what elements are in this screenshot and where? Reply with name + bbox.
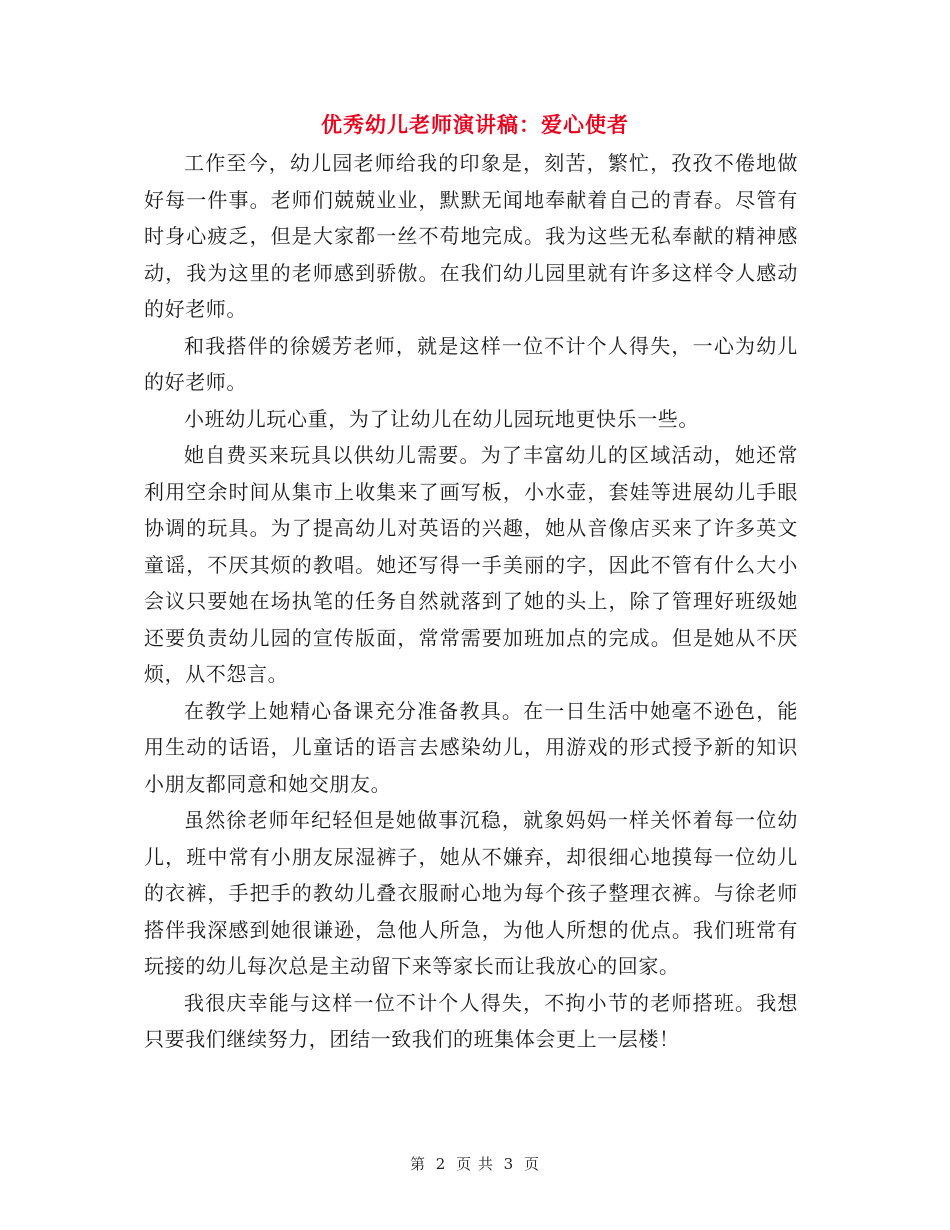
footer-prefix: 第 xyxy=(409,1155,426,1173)
document-body xyxy=(144,145,798,1058)
footer-total-pages: 3 xyxy=(503,1155,515,1173)
paragraph-4: 她自费买来玩具以供幼儿需要。为了丰富幼儿的区域活动，她还常利用空余时间从集市上收集来了画写板，小水壶，套娃等进展幼儿手眼协调的玩具。为了提高幼儿对英语的兴趣，她从音像店买来了许多英文童谣，不厌其烦的教唱。她还写得一手美丽的字，因此不管有什么大小会议只要她在场执笔的任务自然就落到了她的头上，除了管理好班级她还要负责幼儿园的宣传版面，常常需要加班加点的完成。但是她从不厌烦，从不怨言。 xyxy=(144,443,798,686)
footer-suffix: 页 xyxy=(524,1155,541,1173)
document-title: 优秀幼儿老师演讲稿：爱心使者 xyxy=(321,112,629,137)
paragraph-6: 虽然徐老师年纪轻但是她做事沉稳，就象妈妈一样关怀着每一位幼儿，班中常有小朋友尿湿裤子，她从不嫌弃，却很细心地摸每一位幼儿的衣裤，手把手的教幼儿叠衣服耐心地为每个孩子整理衣裤。与徐老师搭伴我深感到她很谦逊，急他人所急，为他人所想的优点。我们班常有玩接的幼儿每次总是主动留下来等家长而让我放心的回家。 xyxy=(144,808,798,978)
paragraph-7: 我很庆幸能与这样一位不计个人得失，不拘小节的老师搭班。我想只要我们继续努力，团结一致我们的班集体会更上一层楼！ xyxy=(144,990,798,1051)
paragraph-2: 和我搭伴的徐媛芳老师，就是这样一位不计个人得失，一心为幼儿的好老师。 xyxy=(144,333,798,394)
paragraph-3: 小班幼儿玩心重，为了让幼儿在幼儿园玩地更快乐一些。 xyxy=(184,406,699,431)
paragraph-1: 工作至今，幼儿园老师给我的印象是，刻苦，繁忙，孜孜不倦地做好每一件事。老师们兢兢业业，默默无闻地奉献着自己的青春。尽管有时身心疲乏，但是大家都一丝不苟地完成。我为这些无私奉献的精神感动，我为这里的老师感到骄傲。在我们幼儿园里就有许多这样令人感动的好老师。 xyxy=(144,151,798,321)
paragraph-5: 在教学上她精心备课充分准备教具。在一日生活中她毫不逊色，能用生动的话语，儿童话的语言去感染幼儿，用游戏的形式授予新的知识小朋友都同意和她交朋友。 xyxy=(144,698,798,796)
page-footer xyxy=(0,1152,950,1176)
footer-page-number: 2 xyxy=(435,1155,447,1173)
footer-middle: 页 共 xyxy=(456,1155,494,1173)
